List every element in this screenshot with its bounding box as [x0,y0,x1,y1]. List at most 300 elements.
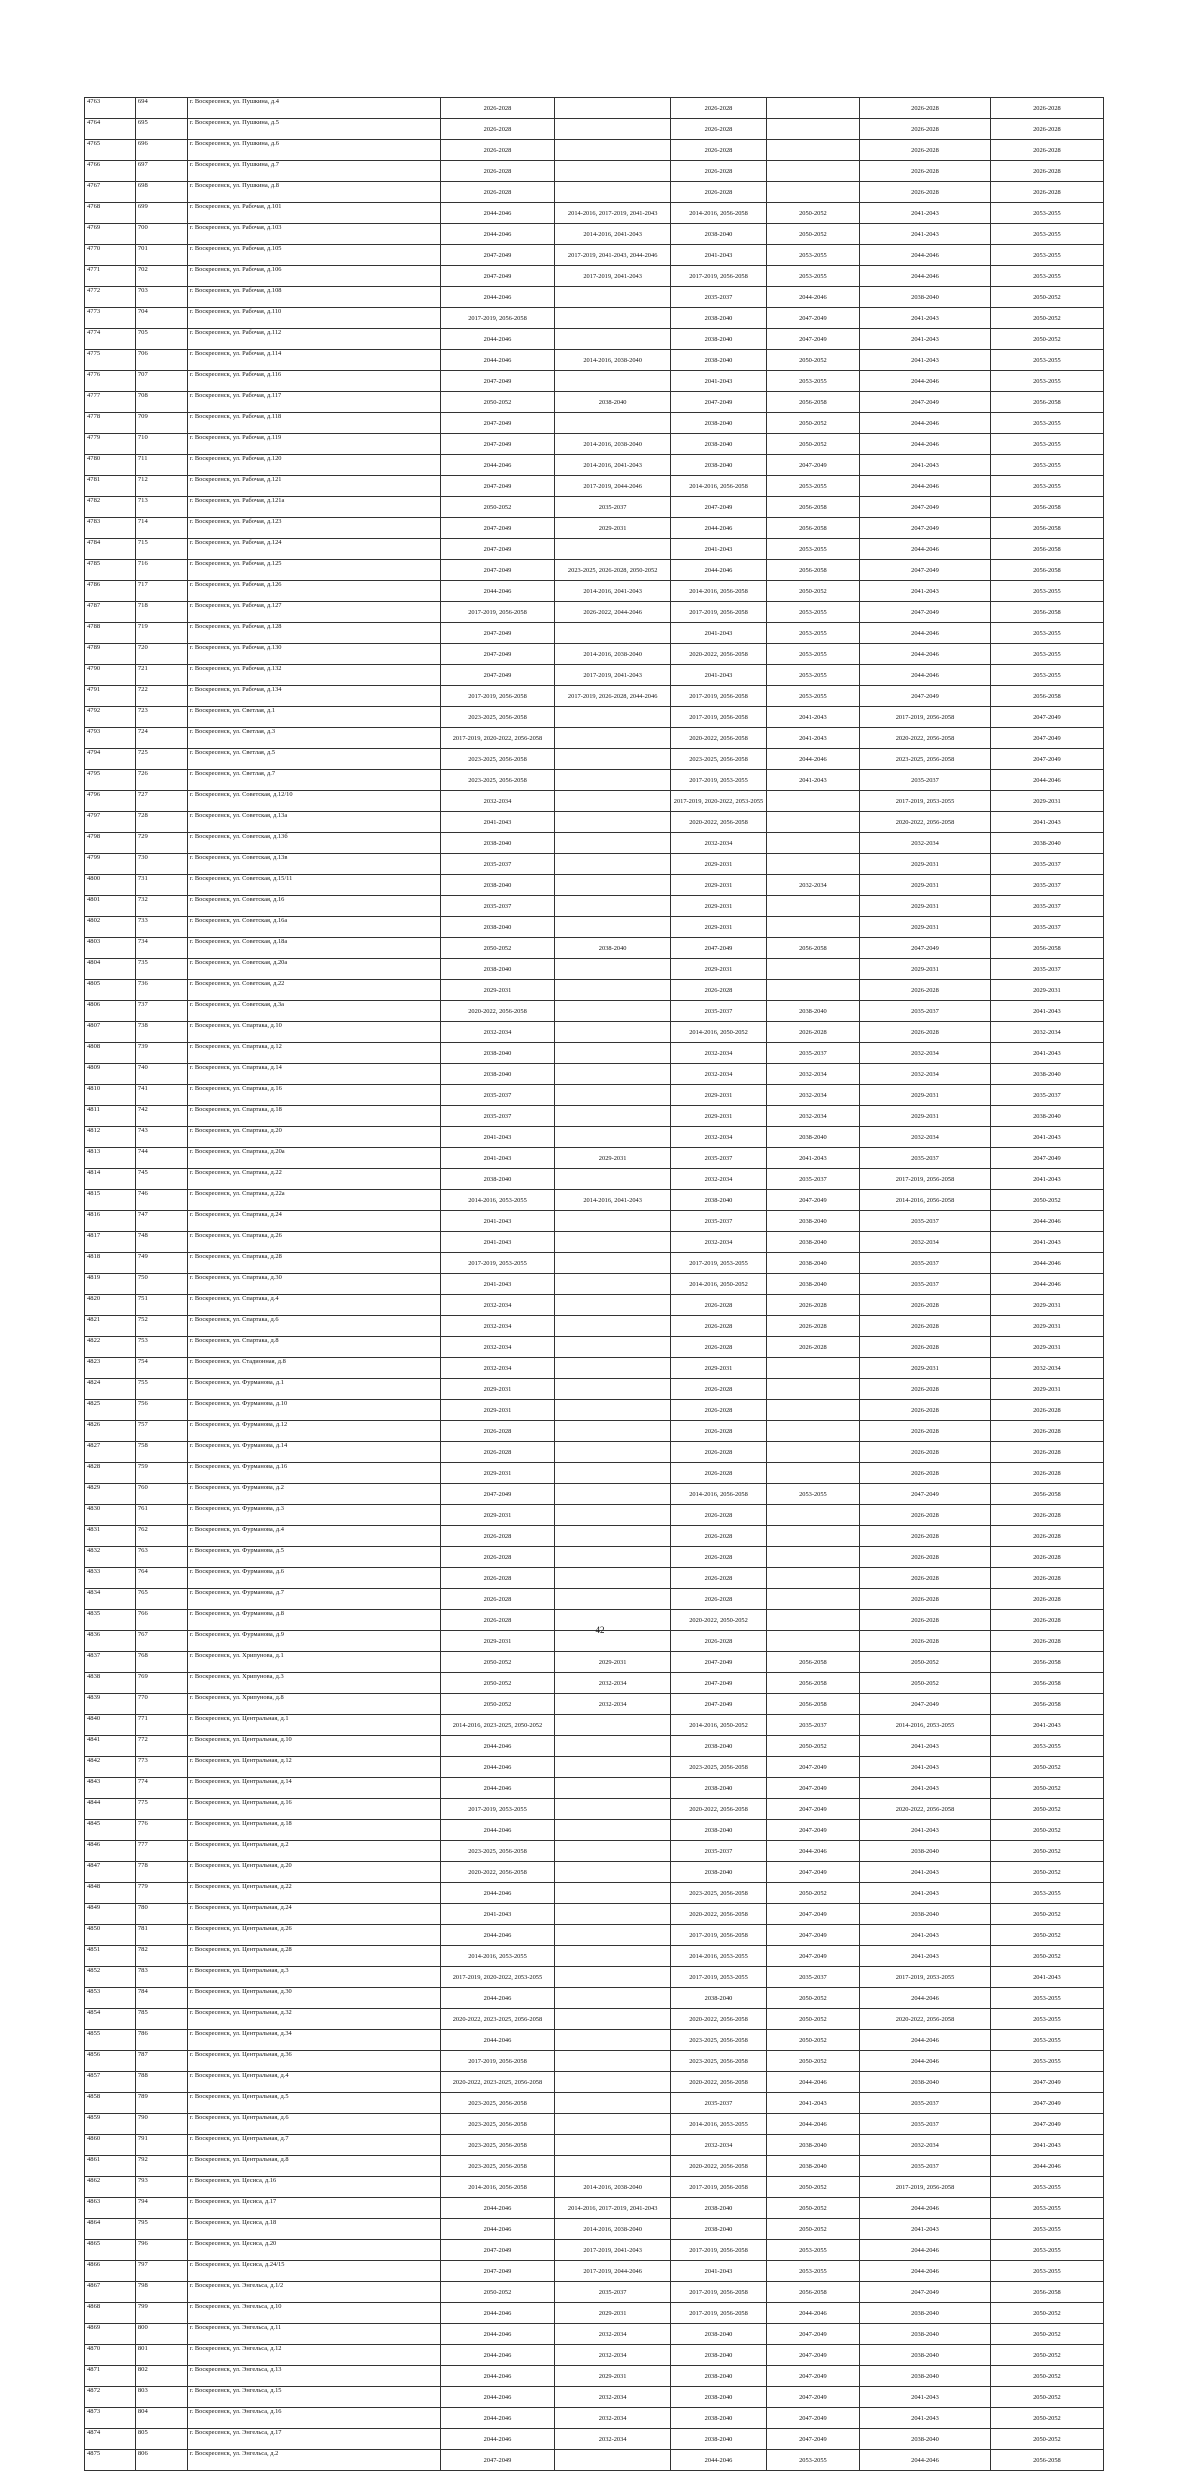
cell-period-4: 2050-2052 [766,2009,859,2030]
cell-house-number: 699 [135,203,187,224]
cell-period-1: 2050-2052 [440,497,554,518]
table-row [85,1568,1104,1589]
cell-period-6: 2053-2055 [990,623,1103,644]
cell-house-number: 761 [135,1505,187,1526]
cell-period-4 [766,1400,859,1421]
cell-period-5: 2041-2043 [860,1778,991,1799]
cell-period-3: 2023-2025, 2056-2058 [671,1757,766,1778]
cell-period-2: 2029-2031 [555,2303,671,2324]
cell-period-5: 2026-2028 [860,1589,991,1610]
cell-period-2: 2014-2016, 2038-2040 [555,2177,671,2198]
cell-period-3: 2017-2019, 2056-2058 [671,2240,766,2261]
cell-period-4 [766,1505,859,1526]
table-row [85,1673,1104,1694]
cell-period-2 [555,770,671,791]
cell-house-number: 779 [135,1883,187,1904]
cell-period-2: 2014-2016, 2017-2019, 2041-2043 [555,2198,671,2219]
cell-period-4: 2038-2040 [766,1127,859,1148]
cell-period-6: 2056-2058 [990,560,1103,581]
cell-period-5: 2017-2019, 2056-2058 [860,1169,991,1190]
cell-house-number: 700 [135,224,187,245]
cell-period-3: 2047-2049 [671,1673,766,1694]
table-row [85,2051,1104,2072]
cell-period-3: 2029-2031 [671,1106,766,1127]
cell-period-4: 2056-2058 [766,518,859,539]
cell-row-number: 4816 [85,1211,136,1232]
cell-period-5: 2032-2034 [860,1232,991,1253]
table-row [85,875,1104,896]
cell-period-6: 2050-2052 [990,2429,1103,2450]
cell-period-5: 2020-2022, 2056-2058 [860,812,991,833]
cell-row-number: 4770 [85,245,136,266]
cell-house-number: 776 [135,1820,187,1841]
cell-house-number: 710 [135,434,187,455]
cell-period-4: 2038-2040 [766,1232,859,1253]
cell-row-number: 4786 [85,581,136,602]
cell-period-2 [555,2051,671,2072]
cell-period-4: 2056-2058 [766,1673,859,1694]
cell-period-5: 2029-2031 [860,875,991,896]
cell-house-number: 705 [135,329,187,350]
cell-period-4 [766,1547,859,1568]
cell-period-1: 2017-2019, 2056-2058 [440,308,554,329]
cell-house-number: 802 [135,2366,187,2387]
cell-period-5: 2044-2046 [860,1988,991,2009]
cell-period-6: 2050-2052 [990,2366,1103,2387]
cell-period-1: 2047-2049 [440,245,554,266]
cell-address: г. Воскресенск, ул. Рабочая, д.125 [187,560,440,581]
cell-period-4 [766,119,859,140]
cell-period-3: 2026-2028 [671,1400,766,1421]
cell-period-1: 2041-2043 [440,812,554,833]
cell-house-number: 767 [135,1631,187,1652]
cell-address: г. Воскресенск, ул. Центральная, д.24 [187,1904,440,1925]
cell-period-2: 2032-2034 [555,2408,671,2429]
cell-period-1: 2044-2046 [440,1820,554,1841]
table-row [85,1526,1104,1547]
cell-period-6: 2050-2052 [990,329,1103,350]
cell-house-number: 760 [135,1484,187,1505]
cell-house-number: 763 [135,1547,187,1568]
cell-period-2 [555,959,671,980]
cell-address: г. Воскресенск, ул. Советская, д.22 [187,980,440,1001]
cell-house-number: 731 [135,875,187,896]
cell-period-1: 2023-2025, 2056-2058 [440,2156,554,2177]
cell-house-number: 778 [135,1862,187,1883]
cell-period-5: 2050-2052 [860,1673,991,1694]
cell-house-number: 725 [135,749,187,770]
cell-period-4 [766,896,859,917]
cell-row-number: 4822 [85,1337,136,1358]
cell-row-number: 4847 [85,1862,136,1883]
cell-period-2 [555,1295,671,1316]
cell-period-1: 2017-2019, 2056-2058 [440,686,554,707]
cell-period-5: 2041-2043 [860,2387,991,2408]
cell-house-number: 750 [135,1274,187,1295]
cell-period-5: 2050-2052 [860,1652,991,1673]
cell-period-1: 2044-2046 [440,2219,554,2240]
cell-row-number: 4823 [85,1358,136,1379]
cell-period-1: 2047-2049 [440,2261,554,2282]
cell-period-3: 2020-2022, 2056-2058 [671,812,766,833]
cell-period-5: 2035-2037 [860,2156,991,2177]
cell-period-1: 2044-2046 [440,2030,554,2051]
cell-address: г. Воскресенск, ул. Фурманова, д.1 [187,1379,440,1400]
cell-period-5: 2038-2040 [860,1904,991,1925]
cell-period-5: 2044-2046 [860,371,991,392]
cell-period-6: 2056-2058 [990,539,1103,560]
table-row [85,455,1104,476]
cell-period-3: 2017-2019, 2020-2022, 2053-2055 [671,791,766,812]
cell-row-number: 4813 [85,1148,136,1169]
cell-period-1: 2017-2019, 2053-2055 [440,1253,554,1274]
cell-period-4: 2050-2052 [766,1883,859,1904]
cell-period-5: 2020-2022, 2056-2058 [860,1799,991,1820]
cell-period-1: 2026-2028 [440,119,554,140]
table-row [85,1505,1104,1526]
cell-period-5: 2029-2031 [860,1358,991,1379]
cell-period-5: 2041-2043 [860,1820,991,1841]
cell-address: г. Воскресенск, ул. Хрипунова, д.3 [187,1673,440,1694]
cell-period-1: 2029-2031 [440,1631,554,1652]
cell-row-number: 4800 [85,875,136,896]
cell-period-2 [555,812,671,833]
cell-address: г. Воскресенск, ул. Энгельса, д.10 [187,2303,440,2324]
cell-row-number: 4802 [85,917,136,938]
cell-period-2 [555,1442,671,1463]
cell-period-3: 2017-2019, 2053-2055 [671,1967,766,1988]
cell-period-6: 2032-2034 [990,1022,1103,1043]
cell-address: г. Воскресенск, ул. Фурманова, д.7 [187,1589,440,1610]
cell-period-3: 2017-2019, 2056-2058 [671,707,766,728]
cell-period-2: 2029-2031 [555,1652,671,1673]
cell-period-3: 2017-2019, 2056-2058 [671,2303,766,2324]
cell-period-1: 2026-2028 [440,1610,554,1631]
cell-period-1: 2044-2046 [440,224,554,245]
cell-period-1: 2044-2046 [440,2198,554,2219]
cell-period-1: 2017-2019, 2020-2022, 2056-2058 [440,728,554,749]
cell-period-4: 2047-2049 [766,1190,859,1211]
cell-period-6: 2029-2031 [990,1316,1103,1337]
table-row [85,581,1104,602]
cell-row-number: 4777 [85,392,136,413]
cell-period-4: 2053-2055 [766,266,859,287]
cell-period-6: 2050-2052 [990,287,1103,308]
cell-period-1: 2041-2043 [440,1904,554,1925]
cell-period-2 [555,1232,671,1253]
cell-period-2 [555,1253,671,1274]
table-row [85,2324,1104,2345]
cell-period-1: 2026-2028 [440,1442,554,1463]
cell-period-4: 2032-2034 [766,1085,859,1106]
cell-period-5: 2035-2037 [860,1253,991,1274]
table-row [85,980,1104,1001]
cell-period-5: 2044-2046 [860,2051,991,2072]
cell-period-5: 2044-2046 [860,539,991,560]
cell-period-4: 2047-2049 [766,1757,859,1778]
cell-period-1: 2050-2052 [440,938,554,959]
table-row [85,812,1104,833]
cell-period-3: 2026-2028 [671,1463,766,1484]
table-row [85,1001,1104,1022]
cell-address: г. Воскресенск, ул. Фурманова, д.4 [187,1526,440,1547]
cell-period-5: 2041-2043 [860,2408,991,2429]
cell-period-5: 2041-2043 [860,581,991,602]
cell-house-number: 730 [135,854,187,875]
cell-period-6: 2026-2028 [990,182,1103,203]
cell-row-number: 4811 [85,1106,136,1127]
cell-address: г. Воскресенск, ул. Цесиса, д.24/15 [187,2261,440,2282]
cell-period-6: 2041-2043 [990,1043,1103,1064]
cell-period-6: 2041-2043 [990,1967,1103,1988]
cell-house-number: 762 [135,1526,187,1547]
cell-period-3: 2038-2040 [671,329,766,350]
cell-period-6: 2056-2058 [990,2450,1103,2471]
cell-house-number: 751 [135,1295,187,1316]
cell-period-3: 2026-2028 [671,980,766,1001]
cell-period-4: 2032-2034 [766,875,859,896]
cell-period-5: 2041-2043 [860,1946,991,1967]
cell-period-2 [555,1484,671,1505]
cell-period-1: 2029-2031 [440,1379,554,1400]
cell-period-6: 2044-2046 [990,1211,1103,1232]
cell-row-number: 4846 [85,1841,136,1862]
cell-address: г. Воскресенск, ул. Фурманова, д.14 [187,1442,440,1463]
cell-house-number: 728 [135,812,187,833]
cell-period-4: 2050-2052 [766,2219,859,2240]
cell-period-1: 2044-2046 [440,329,554,350]
cell-period-6: 2056-2058 [990,2282,1103,2303]
cell-period-2 [555,371,671,392]
cell-period-4: 2056-2058 [766,938,859,959]
cell-period-2 [555,791,671,812]
cell-period-4: 2041-2043 [766,707,859,728]
cell-row-number: 4805 [85,980,136,1001]
cell-period-3: 2047-2049 [671,1694,766,1715]
cell-address: г. Воскресенск, ул. Рабочая, д.130 [187,644,440,665]
cell-address: г. Воскресенск, ул. Энгельса, д.12 [187,2345,440,2366]
cell-period-3: 2038-2040 [671,2345,766,2366]
page-number: 42 [595,1625,605,1635]
cell-period-3: 2023-2025, 2056-2058 [671,749,766,770]
cell-period-6: 2053-2055 [990,1736,1103,1757]
cell-period-1: 2014-2016, 2053-2055 [440,1946,554,1967]
cell-house-number: 787 [135,2051,187,2072]
cell-period-2: 2017-2019, 2044-2046 [555,2261,671,2282]
cell-house-number: 723 [135,707,187,728]
cell-period-3: 2041-2043 [671,665,766,686]
cell-period-6: 2053-2055 [990,476,1103,497]
cell-period-1: 2017-2019, 2020-2022, 2053-2055 [440,1967,554,1988]
cell-house-number: 703 [135,287,187,308]
cell-house-number: 711 [135,455,187,476]
cell-period-3: 2017-2019, 2053-2055 [671,1253,766,1274]
cell-period-3: 2026-2028 [671,1547,766,1568]
table-row [85,623,1104,644]
cell-period-4: 2047-2049 [766,2429,859,2450]
table-row [85,1967,1104,1988]
cell-period-2 [555,140,671,161]
cell-row-number: 4852 [85,1967,136,1988]
cell-house-number: 792 [135,2156,187,2177]
cell-period-5: 2041-2043 [860,203,991,224]
cell-period-6: 2050-2052 [990,1757,1103,1778]
cell-period-4: 2047-2049 [766,1862,859,1883]
cell-address: г. Воскресенск, ул. Советская, д.15/11 [187,875,440,896]
cell-period-2: 2038-2040 [555,392,671,413]
table-row [85,1799,1104,1820]
cell-period-6: 2038-2040 [990,833,1103,854]
cell-house-number: 708 [135,392,187,413]
cell-period-5: 2044-2046 [860,413,991,434]
cell-period-2 [555,1547,671,1568]
cell-address: г. Воскресенск, ул. Центральная, д.2 [187,1841,440,1862]
cell-row-number: 4843 [85,1778,136,1799]
table-row [85,728,1104,749]
cell-house-number: 800 [135,2324,187,2345]
cell-period-2 [555,2114,671,2135]
cell-period-3: 2038-2040 [671,2429,766,2450]
cell-period-2 [555,1316,671,1337]
cell-period-2 [555,980,671,1001]
cell-period-5: 2029-2031 [860,854,991,875]
cell-period-5: 2047-2049 [860,518,991,539]
cell-period-5: 2032-2034 [860,2135,991,2156]
cell-period-6: 2035-2037 [990,896,1103,917]
cell-period-1: 2047-2049 [440,266,554,287]
cell-period-4: 2041-2043 [766,728,859,749]
table-row [85,1379,1104,1400]
cell-period-5: 2026-2028 [860,1421,991,1442]
cell-row-number: 4870 [85,2345,136,2366]
cell-house-number: 786 [135,2030,187,2051]
cell-row-number: 4763 [85,98,136,119]
cell-period-3: 2029-2031 [671,896,766,917]
cell-period-5: 2035-2037 [860,1211,991,1232]
cell-address: г. Воскресенск, ул. Спартака, д.30 [187,1274,440,1295]
cell-period-3: 2026-2028 [671,1526,766,1547]
table-row [85,1547,1104,1568]
cell-house-number: 714 [135,518,187,539]
cell-period-1: 2044-2046 [440,2429,554,2450]
cell-address: г. Воскресенск, ул. Рабочая, д.108 [187,287,440,308]
cell-period-5: 2026-2028 [860,98,991,119]
cell-period-5: 2038-2040 [860,2429,991,2450]
cell-period-6: 2053-2055 [990,2219,1103,2240]
cell-period-3: 2017-2019, 2056-2058 [671,602,766,623]
cell-address: г. Воскресенск, ул. Центральная, д.14 [187,1778,440,1799]
cell-period-3: 2032-2034 [671,1169,766,1190]
cell-period-2: 2014-2016, 2038-2040 [555,644,671,665]
cell-period-6: 2053-2055 [990,455,1103,476]
cell-period-3: 2038-2040 [671,413,766,434]
cell-period-4: 2053-2055 [766,2240,859,2261]
cell-period-2 [555,2135,671,2156]
cell-period-6: 2026-2028 [990,119,1103,140]
cell-period-3: 2026-2028 [671,161,766,182]
cell-period-4: 2050-2052 [766,350,859,371]
cell-row-number: 4873 [85,2408,136,2429]
cell-period-1: 2020-2022, 2023-2025, 2056-2058 [440,2009,554,2030]
cell-period-2: 2029-2031 [555,2366,671,2387]
table-row [85,707,1104,728]
table-row [85,266,1104,287]
cell-period-6: 2056-2058 [990,518,1103,539]
cell-house-number: 747 [135,1211,187,1232]
cell-period-4 [766,791,859,812]
cell-period-3: 2020-2022, 2056-2058 [671,728,766,749]
cell-address: г. Воскресенск, ул. Спартака, д.20 [187,1127,440,1148]
cell-house-number: 694 [135,98,187,119]
cell-row-number: 4821 [85,1316,136,1337]
cell-period-6: 2050-2052 [990,1190,1103,1211]
cell-period-2 [555,1715,671,1736]
cell-period-2: 2029-2031 [555,518,671,539]
cell-address: г. Воскресенск, ул. Спартака, д.8 [187,1337,440,1358]
table-row [85,245,1104,266]
cell-period-5: 2041-2043 [860,329,991,350]
cell-period-3: 2026-2028 [671,1442,766,1463]
cell-period-2 [555,2093,671,2114]
cell-row-number: 4815 [85,1190,136,1211]
cell-period-3: 2038-2040 [671,1862,766,1883]
cell-period-1: 2047-2049 [440,434,554,455]
cell-period-3: 2041-2043 [671,623,766,644]
cell-period-3: 2035-2037 [671,1841,766,1862]
cell-period-6: 2050-2052 [990,1841,1103,1862]
cell-row-number: 4790 [85,665,136,686]
cell-address: г. Воскресенск, ул. Спартака, д.10 [187,1022,440,1043]
cell-period-5: 2029-2031 [860,1085,991,1106]
cell-period-4: 2044-2046 [766,2303,859,2324]
table-row [85,203,1104,224]
cell-row-number: 4863 [85,2198,136,2219]
cell-row-number: 4838 [85,1673,136,1694]
cell-address: г. Воскресенск, ул. Рабочая, д.101 [187,203,440,224]
cell-period-4: 2053-2055 [766,602,859,623]
cell-house-number: 753 [135,1337,187,1358]
cell-period-3: 2029-2031 [671,854,766,875]
cell-period-4: 2047-2049 [766,2345,859,2366]
cell-address: г. Воскресенск, ул. Фурманова, д.5 [187,1547,440,1568]
cell-house-number: 755 [135,1379,187,1400]
cell-address: г. Воскресенск, ул. Центральная, д.5 [187,2093,440,2114]
cell-address: г. Воскресенск, ул. Хрипунова, д.1 [187,1652,440,1673]
cell-period-6: 2029-2031 [990,980,1103,1001]
cell-period-5: 2017-2019, 2053-2055 [860,791,991,812]
cell-period-4: 2050-2052 [766,434,859,455]
cell-period-2 [555,1505,671,1526]
cell-period-2 [555,1841,671,1862]
cell-period-6: 2050-2052 [990,1820,1103,1841]
cell-period-3: 2047-2049 [671,938,766,959]
cell-period-6: 2056-2058 [990,1694,1103,1715]
cell-period-4 [766,959,859,980]
cell-row-number: 4858 [85,2093,136,2114]
cell-period-1: 2041-2043 [440,1127,554,1148]
cell-period-1: 2035-2037 [440,1106,554,1127]
cell-address: г. Воскресенск, ул. Цесиса, д.16 [187,2177,440,2198]
cell-address: г. Воскресенск, ул. Энгельса, д.16 [187,2408,440,2429]
cell-period-3: 2026-2028 [671,1568,766,1589]
cell-period-4: 2026-2028 [766,1337,859,1358]
cell-period-5: 2026-2028 [860,1568,991,1589]
table-row [85,2198,1104,2219]
cell-period-6: 2053-2055 [990,2051,1103,2072]
cell-house-number: 759 [135,1463,187,1484]
cell-row-number: 4789 [85,644,136,665]
cell-row-number: 4791 [85,686,136,707]
